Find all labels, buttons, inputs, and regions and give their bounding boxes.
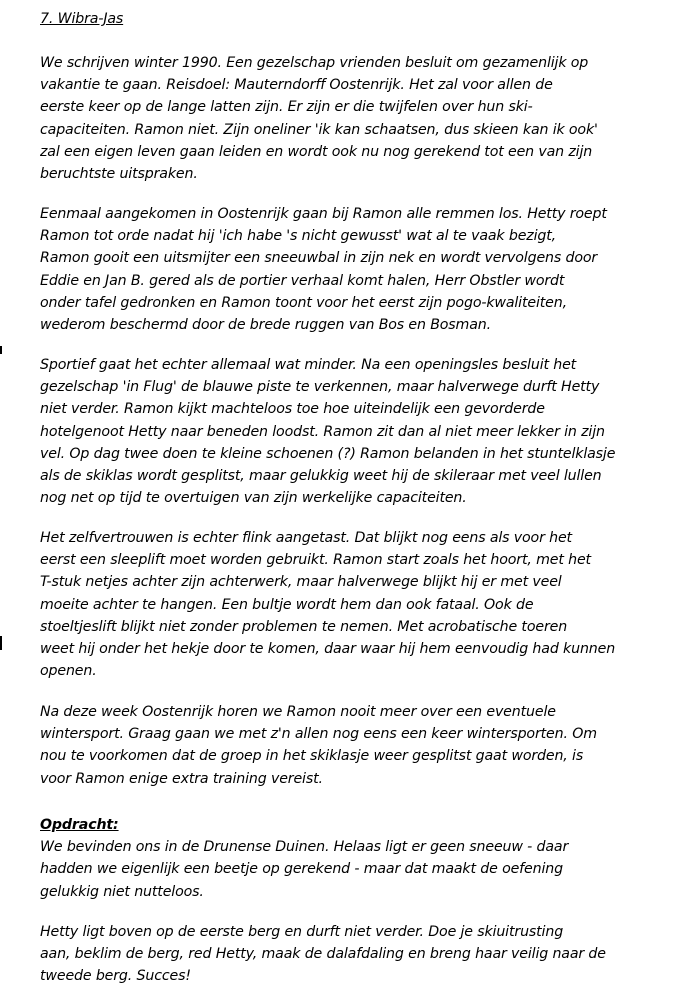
text-line: gelukkig niet nutteloos.: [40, 883, 204, 900]
text-line: openen.: [40, 663, 97, 680]
title-text: 7. Wibra-Jas: [40, 11, 124, 27]
text-line: Sportief gaat het echter allemaal wat minder. Na een openingsles besluit het: [40, 357, 577, 373]
assignment-heading: Opdracht:: [40, 817, 119, 833]
text-line: moeite achter te hangen. Een bultje wordt hem dan ook fataal. Ook de: [40, 596, 534, 613]
text-line: eerste keer op de lange latten zijn. Er zijn er die twijfelen over hun ski-: [40, 99, 533, 116]
paragraph-confidence: [40, 527, 670, 682]
text-line: hotelgenoot Hetty naar beneden loodst. Ramon zit dan al niet meer lekker in zijn: [40, 423, 605, 440]
text-line: zal een eigen leven gaan leiden en wordt ook nu nog gerekend tot een van zijn: [40, 143, 593, 160]
text-line: We schrijven winter 1990. Een gezelschap vrienden besluit om gezamenlijk op: [40, 55, 589, 71]
text-line: nou te voorkomen dat de groep in het skiklasje weer gesplitst gaat worden, is: [40, 748, 584, 765]
text-line: nog net op tijd te overtuigen van zijn werkelijke capaciteiten.: [40, 490, 467, 507]
text-line: voor Ramon enige extra training vereist.: [40, 770, 323, 787]
text-line: Eenmaal aangekomen in Oostenrijk gaan bij Ramon alle remmen los. Hetty roept: [40, 206, 607, 222]
text-line: stoeltjeslift blijkt niet zonder problemen te nemen. Met acrobatische toeren: [40, 618, 568, 635]
text-line: Ramon gooit een uitsmijter een sneeuwbal in zijn nek en wordt vervolgens door: [40, 250, 598, 267]
text-line: als de skiklas wordt gesplitst, maar gelukkig weet hij de skileraar met veel lullen: [40, 468, 602, 485]
text-line: eerst een sleeplift moet worden gebruikt. Ramon start zoals het hoort, met het: [40, 552, 591, 569]
text-line: vel. Op dag twee doen te kleine schoenen (?) Ramon belanden in het stuntelklasje: [40, 445, 616, 462]
paragraph-assignment-task: [40, 921, 670, 988]
text-line: Na deze week Oostenrijk horen we Ramon nooit meer over een eventuele: [40, 704, 556, 720]
text-line: We bevinden ons in de Drunense Duinen. Helaas ligt er geen sneeuw - daar: [40, 839, 569, 856]
text-line: Ramon tot orde nadat hij 'ich habe 's nicht gewusst' wat al te vaak bezigt,: [40, 228, 557, 245]
text-line: T-stuk netjes achter zijn achterwerk, maar halverwege blijkt hij er met veel: [40, 574, 562, 591]
text-line: aan, beklim de berg, red Hetty, maak de dalafdaling en breng haar veilig naar de: [40, 946, 606, 963]
text-line: capaciteiten. Ramon niet. Zijn oneliner 'ik kan schaatsen, dus skieen kan ik ook': [40, 121, 598, 138]
text-line: beruchtste uitspraken.: [40, 166, 198, 183]
text-line: gezelschap 'in Flug' de blauwe piste te verkennen, maar halverwege durft Hetty: [40, 379, 600, 396]
assignment-section: [40, 814, 670, 903]
text-line: vakantie te gaan. Reisdoel: Mauterndorff Oostenrijk. Het zal voor allen de: [40, 77, 553, 94]
paragraph-intro: [40, 52, 670, 185]
text-line: wederom beschermd door de brede ruggen van Bos en Bosman.: [40, 317, 491, 334]
text-line: niet verder. Ramon kijkt machteloos toe hoe uiteindelijk een gevorderde: [40, 401, 545, 418]
text-line: tweede berg. Succes!: [40, 968, 191, 985]
paragraph-after-week: [40, 701, 670, 790]
text-line: weet hij onder het hekje door te komen, daar waar hij hem eenvoudig had kunnen: [40, 641, 616, 658]
document-title: [40, 8, 670, 30]
paragraph-sport: [40, 354, 670, 509]
text-line: hadden we eigenlijk een beetje op gerekend - maar dat maakt de oefening: [40, 861, 563, 878]
scan-margin-mark: [0, 636, 2, 650]
text-line: Het zelfvertrouwen is echter flink aangetast. Dat blijkt nog eens als voor het: [40, 530, 572, 546]
text-line: Eddie en Jan B. gered als de portier verhaal komt halen, Herr Obstler wordt: [40, 272, 565, 289]
text-line: Hetty ligt boven op de eerste berg en durft niet verder. Doe je skiuitrusting: [40, 924, 564, 940]
paragraph-arrival: [40, 203, 670, 336]
text-line: onder tafel gedronken en Ramon toont voor het eerst zijn pogo-kwaliteiten,: [40, 294, 567, 311]
text-line: wintersport. Graag gaan we met z'n allen nog eens een keer wintersporten. Om: [40, 726, 597, 743]
scan-margin-mark: [0, 346, 2, 354]
